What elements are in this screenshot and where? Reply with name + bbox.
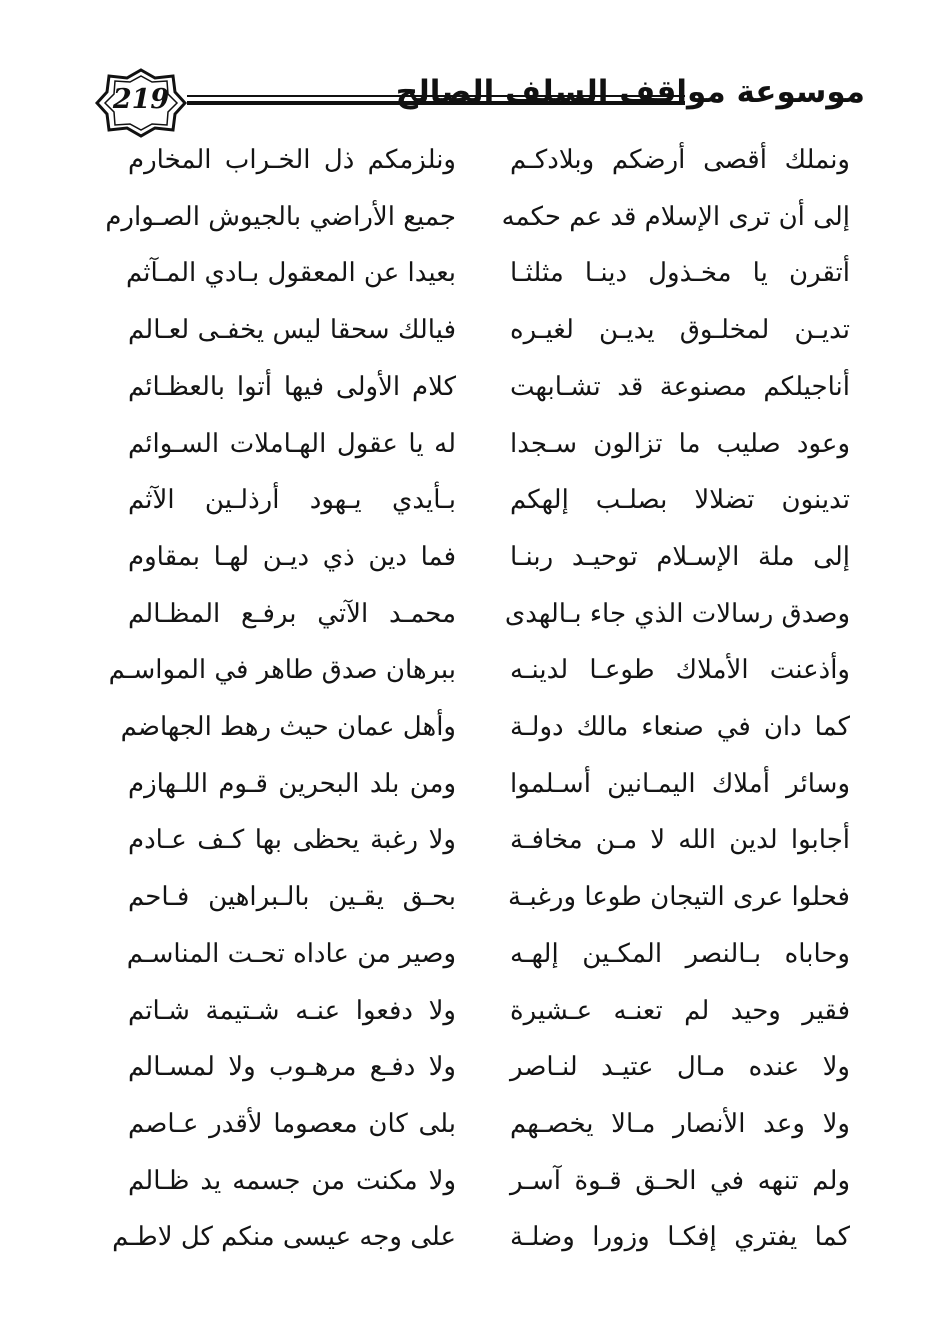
page-number-badge — [95, 68, 187, 138]
first-hemistich: تديـن لمخلـوق يديـن لغيـره — [510, 315, 850, 346]
second-hemistich: له يا عقول الهـاملات السـوائم — [128, 428, 456, 459]
second-hemistich: وصير من عاداه تحـت المناسـم — [126, 938, 456, 969]
first-hemistich: أناجيلكم مصنوعة قد تشـابهت — [510, 371, 850, 402]
second-hemistich: محمـد الآتي برفـع المظـالم — [128, 598, 456, 629]
first-hemistich: وحاباه بـالنصر المكـين إلهـه — [510, 938, 850, 969]
first-hemistich: ونملك أقصى أرضكم وبلادكـم — [510, 145, 850, 175]
second-hemistich: ببرهان صدق طاهر في المواسـم — [108, 655, 456, 686]
verse — [0, 140, 925, 180]
page-header — [95, 68, 865, 138]
page-number: 219 — [112, 84, 170, 115]
verse — [0, 650, 925, 690]
verse — [0, 367, 925, 407]
second-hemistich: ولا رغبة يحظى بها كـف عـادم — [128, 825, 456, 856]
first-hemistich: أتقرن يا مخـذول دينـا مثلثـا — [510, 258, 850, 289]
verse — [0, 424, 925, 464]
second-hemistich: بـأيدي يـهود أرذلـين الآثم — [128, 485, 456, 516]
verse — [0, 1161, 925, 1201]
second-hemistich: فما دين ذي ديـن لهـا بمقاوم — [128, 541, 456, 572]
verse — [0, 707, 925, 747]
second-hemistich: كلام الأولى فيها أتوا بالعظـائم — [128, 371, 456, 402]
second-hemistich: جميع الأراضي بالجيوش الصـوارم — [105, 201, 456, 232]
first-hemistich: وصدق رسالات الذي جاء بـالهدى — [504, 598, 850, 629]
first-hemistich: وعود صليب ما تزالون سـجدا — [510, 428, 850, 459]
second-hemistich: وأهل عمان حيث رهط الجهاضم — [120, 712, 456, 742]
first-hemistich: إلى ملة الإسـلام توحيـد ربنـا — [510, 541, 850, 572]
verse — [0, 537, 925, 577]
first-hemistich: ولا عنده مـال عتيـد لنـاصر — [510, 1052, 850, 1083]
second-hemistich: بحـق يقـين بالـبراهين فـاحم — [128, 882, 456, 913]
second-hemistich: ولا دفعوا عنـه شـتيمة شـاتم — [128, 995, 456, 1026]
first-hemistich: وسائر أملاك اليمـانين أسـلموا — [510, 768, 850, 799]
second-hemistich: على وجه عيسى منكم كل لاطـم — [112, 1222, 456, 1253]
poem — [0, 140, 925, 1280]
first-hemistich: ولم تنهه في الحـق قـوة آسـر — [510, 1165, 850, 1196]
first-hemistich: إلى أن ترى الإسلام قد عم حكمه — [501, 201, 850, 232]
second-hemistich: ومن بلد البحرين قـوم اللـهازم — [128, 768, 456, 799]
verse — [0, 1217, 925, 1257]
verse — [0, 480, 925, 520]
first-hemistich: فحلوا عرى التيجان طوعا ورغبـة — [507, 882, 850, 913]
first-hemistich: كما دان في صنعاء مالك دولـة — [510, 712, 850, 742]
first-hemistich: أجابوا لدين الله لا مـن مخافـة — [510, 825, 850, 856]
running-title: موسوعة مواقف السلف الصالح — [395, 74, 865, 110]
verse — [0, 1104, 925, 1144]
verse — [0, 310, 925, 350]
second-hemistich: بعيدا عن المعقول بـادي المـآثم — [125, 258, 456, 289]
verse — [0, 764, 925, 804]
verse — [0, 820, 925, 860]
first-hemistich: كما يفتري إفكـا وزورا وضلـة — [510, 1222, 850, 1253]
first-hemistich: تدينون تضلالا بصلـب إلهكم — [510, 485, 850, 516]
first-hemistich: وأذعنت الأملاك طوعـا لدينـه — [510, 655, 850, 686]
verse — [0, 877, 925, 917]
second-hemistich: فيالك سحقا ليس يخفـى لعـالم — [128, 315, 456, 346]
second-hemistich: ولا دفـع مرهـوب ولا لمسـالم — [128, 1052, 456, 1083]
verse — [0, 991, 925, 1031]
verse — [0, 1047, 925, 1087]
first-hemistich: ولا وعد الأنصار مـالا يخصـهم — [510, 1108, 850, 1139]
verse — [0, 197, 925, 237]
second-hemistich: ولا مكنت من جسمه يد ظـالم — [128, 1165, 456, 1196]
first-hemistich: فقير وحيد لم تعنـه عـشيرة — [510, 995, 850, 1026]
second-hemistich: بلى كان معصوما لأقدر عـاصم — [128, 1108, 456, 1139]
second-hemistich: ونلزمكم ذل الخـراب المخارم — [128, 145, 456, 175]
verse — [0, 594, 925, 634]
verse — [0, 934, 925, 974]
verse — [0, 253, 925, 293]
